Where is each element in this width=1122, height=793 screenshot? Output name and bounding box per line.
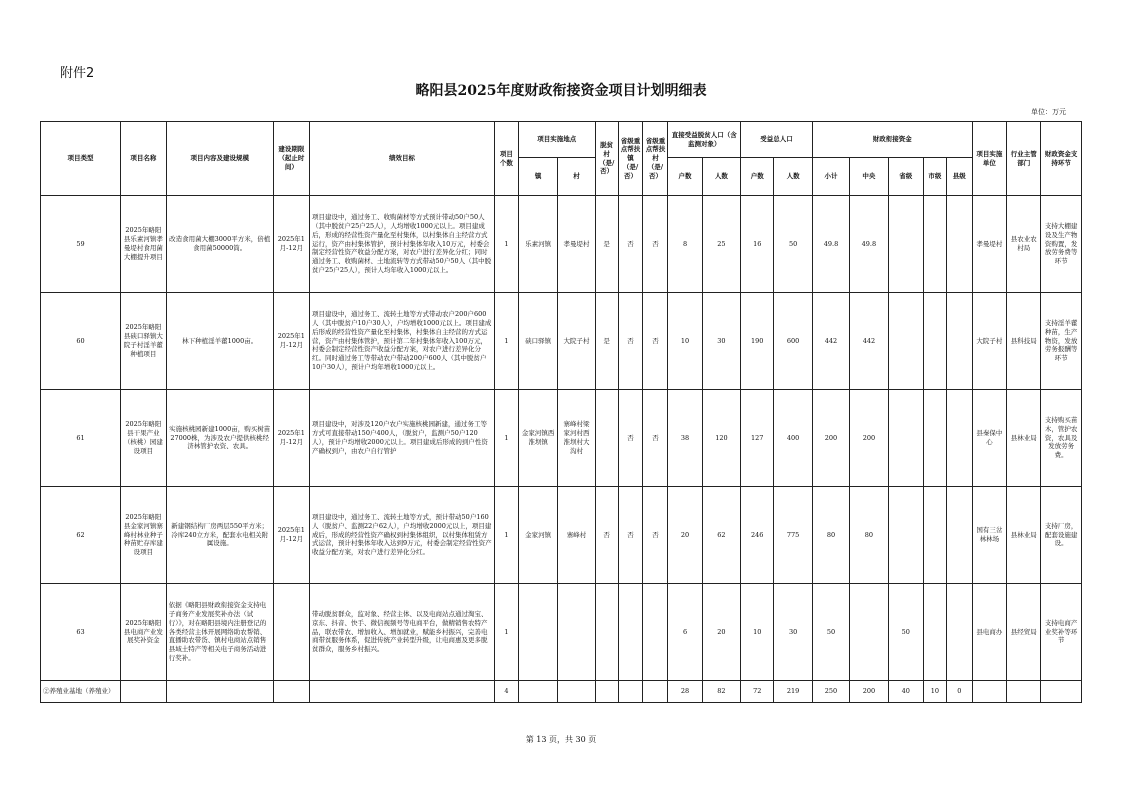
cell-central: 200 <box>850 390 888 487</box>
cell-provincial <box>888 293 923 390</box>
attachment-label: 附件2 <box>60 66 95 81</box>
cell-central: 442 <box>850 293 888 390</box>
col-town: 镇 <box>518 158 557 196</box>
cell-provincial <box>888 390 923 487</box>
cell-key-town: 否 <box>618 196 643 293</box>
col-project-name: 项目名称 <box>120 122 166 196</box>
cell-content: 林下种植淫羊藿1000亩。 <box>166 293 273 390</box>
cell-key-village: 否 <box>643 487 668 584</box>
cell-poor <box>595 390 618 487</box>
cell-town: 硖口驿镇 <box>518 293 557 390</box>
cell-direct-households: 6 <box>668 584 702 681</box>
cell-count: 1 <box>494 196 518 293</box>
cell-direct-households: 10 <box>668 293 702 390</box>
cell-total-persons: 400 <box>774 390 812 487</box>
cell-impl: 孝曼堤村 <box>972 196 1006 293</box>
project-table <box>40 121 1082 703</box>
cell-no: 63 <box>41 584 121 681</box>
cell-village: 大院子村 <box>558 293 595 390</box>
summary-row <box>41 681 1082 703</box>
cell-direct-households: 8 <box>668 196 702 293</box>
cell-impl: 大院子村 <box>972 293 1006 390</box>
cell-poor: 是 <box>595 293 618 390</box>
summary-total-persons: 219 <box>774 681 812 703</box>
cell-support: 支持购买苗木，管护农资，农具及发放劳务费。 <box>1041 390 1082 487</box>
cell-key-town: 否 <box>618 390 643 487</box>
col-support: 财政资金支持环节 <box>1041 122 1082 196</box>
col-direct-persons: 人数 <box>702 158 740 196</box>
cell-support: 支持大棚建设及生产物资购置，发放劳务费等环节 <box>1041 196 1082 293</box>
cell-direct-persons: 120 <box>702 390 740 487</box>
cell-provincial: 50 <box>888 584 923 681</box>
cell-subtotal: 200 <box>812 390 849 487</box>
cell-city <box>923 584 946 681</box>
cell-no: 59 <box>41 196 121 293</box>
cell-key-village: 否 <box>643 390 668 487</box>
col-provincial: 省级 <box>888 158 923 196</box>
cell-period <box>273 584 309 681</box>
cell-count: 1 <box>494 293 518 390</box>
cell-content: 实施核桃园新建1000亩，购买树苗27000株，为涉及农户提供核桃经济林管护农资、农具。 <box>166 390 273 487</box>
cell-content: 依据《略阳县财政衔接资金支持电子商务产业发展奖补办法（试行）》，对在略阳县境内注册登记的各类经营主体开展网络助农帮销、直播助农带货、镇村电商站点销售县域土特产等相关电子商务活动进行奖补。 <box>166 584 273 681</box>
table-row <box>41 293 1082 390</box>
col-count: 项目个数 <box>494 122 518 196</box>
cell-village: 寨峰村梁家河村西淮坝村大沟村 <box>558 390 595 487</box>
summary-label: ②养殖业基地（养殖业） <box>41 681 121 703</box>
cell-direct-persons: 25 <box>702 196 740 293</box>
cell-dept: 县农业农村局 <box>1007 196 1041 293</box>
cell-total-persons: 30 <box>774 584 812 681</box>
cell-period: 2025年1月-12月 <box>273 196 309 293</box>
summary-county: 0 <box>946 681 972 703</box>
cell-central: 80 <box>850 487 888 584</box>
col-benefit-total: 受益总人口 <box>741 122 813 158</box>
cell-key-town <box>618 584 643 681</box>
summary-central: 200 <box>850 681 888 703</box>
cell-total-households: 190 <box>741 293 774 390</box>
cell-total-persons: 775 <box>774 487 812 584</box>
cell-dept: 县林业局 <box>1007 390 1041 487</box>
cell-total-households: 246 <box>741 487 774 584</box>
unit-label: 单位：万元 <box>1031 108 1066 116</box>
col-central: 中央 <box>850 158 888 196</box>
cell-name: 2025年略阳县硖口驿镇大院子村淫羊藿种植项目 <box>120 293 166 390</box>
cell-subtotal: 442 <box>812 293 849 390</box>
col-project-type: 项目类型 <box>41 122 121 196</box>
col-direct-households: 户数 <box>668 158 702 196</box>
cell-city <box>923 293 946 390</box>
col-dept: 行业主管部门 <box>1007 122 1041 196</box>
cell-village <box>558 584 595 681</box>
cell-count: 1 <box>494 487 518 584</box>
cell-total-households: 127 <box>741 390 774 487</box>
cell-key-village <box>643 584 668 681</box>
cell-village: 孝曼堤村 <box>558 196 595 293</box>
cell-content: 改造食用菌大棚3000平方米，倍植食用菌50000筒。 <box>166 196 273 293</box>
cell-total-persons: 600 <box>774 293 812 390</box>
cell-key-village: 否 <box>643 293 668 390</box>
summary-direct-households: 28 <box>668 681 702 703</box>
col-prov-key-village: 省级重点帮扶村（是/否） <box>643 122 668 196</box>
cell-town: 金家河镇西淮坝镇 <box>518 390 557 487</box>
cell-subtotal: 50 <box>812 584 849 681</box>
cell-city <box>923 390 946 487</box>
col-city: 市级 <box>923 158 946 196</box>
cell-total-persons: 50 <box>774 196 812 293</box>
cell-impl: 县电商办 <box>972 584 1006 681</box>
cell-direct-persons: 20 <box>702 584 740 681</box>
cell-direct-households: 20 <box>668 487 702 584</box>
summary-provincial: 40 <box>888 681 923 703</box>
col-poor-village: 脱贫村（是/否） <box>595 122 618 196</box>
summary-direct-persons: 82 <box>702 681 740 703</box>
col-target: 绩效目标 <box>310 122 495 196</box>
cell-name: 2025年略阳县金家河镇寨峰村林业种子种苗贮存库建设项目 <box>120 487 166 584</box>
table-row <box>41 487 1082 584</box>
cell-name: 2025年略阳县干果产业（核桃）园建设项目 <box>120 390 166 487</box>
table-row <box>41 390 1082 487</box>
cell-provincial <box>888 196 923 293</box>
cell-impl: 国有三岔林林场 <box>972 487 1006 584</box>
cell-support: 支持电商产业奖补等环节 <box>1041 584 1082 681</box>
summary-total-households: 72 <box>741 681 774 703</box>
cell-support: 支持厂房，配套设施建设。 <box>1041 487 1082 584</box>
cell-target: 带动脱贫群众，监对象、经营主体、以及电商站点通过淘宝、京东、抖音、快手、微信视频号等电商平台，做精销售农特产品，联农带农、增加收入、增加就业，赋能乡村振兴，完善电商带贫服务体系，促进传统产业转型升级，让电商惠及更多脱贫群众，服务乡村振兴。 <box>310 584 495 681</box>
cell-dept: 县林业局 <box>1007 487 1041 584</box>
cell-central: 49.8 <box>850 196 888 293</box>
cell-town <box>518 584 557 681</box>
cell-no: 61 <box>41 390 121 487</box>
cell-content: 新建钢结构厂房两层550平方米；冷库240立方米，配套水电相关附属设施。 <box>166 487 273 584</box>
cell-target: 项目建设中，对涉及120户农户实施核桃园新建，通过务工等方式可直接带动150户400人，（脱贫户，监测户50户120人），预计户均增收2000元以上。项目建成后形成的到户性资产确权到户，由农户自行管护 <box>310 390 495 487</box>
page-title: 略阳县2025年度财政衔接资金项目计划明细表 <box>415 83 707 99</box>
cell-direct-households: 38 <box>668 390 702 487</box>
cell-town: 金家河镇 <box>518 487 557 584</box>
cell-poor: 否 <box>595 487 618 584</box>
cell-city <box>923 196 946 293</box>
cell-central <box>850 584 888 681</box>
cell-provincial <box>888 487 923 584</box>
cell-county <box>946 293 972 390</box>
cell-village: 寨峰村 <box>558 487 595 584</box>
cell-subtotal: 80 <box>812 487 849 584</box>
cell-no: 60 <box>41 293 121 390</box>
cell-no: 62 <box>41 487 121 584</box>
cell-name: 2025年略阳县电商产业发展奖补资金 <box>120 584 166 681</box>
col-impl-unit: 项目实施单位 <box>972 122 1006 196</box>
header-row-1 <box>41 122 1082 158</box>
table-row <box>41 584 1082 681</box>
cell-total-households: 10 <box>741 584 774 681</box>
col-total-persons: 人数 <box>774 158 812 196</box>
cell-support: 支持淫羊藿种苗，生产物资，发放劳务报酬等环节 <box>1041 293 1082 390</box>
summary-count: 4 <box>494 681 518 703</box>
cell-poor <box>595 584 618 681</box>
col-direct-benefit: 直接受益脱贫人口（含监测对象） <box>668 122 741 158</box>
cell-town: 乐素河镇 <box>518 196 557 293</box>
col-funds: 财政衔接资金 <box>812 122 972 158</box>
cell-county <box>946 390 972 487</box>
cell-target: 项目建设中，通过务工、流转土地等方式，预计带动50户160人（脱贫户、监测22户62人），户均增收2000元以上，项目建成后，形成的经营性资产确权到村集体组织，以村集体租赁方式运营，预计村集体年收入达到9万元，村委会制定经营性资产收益分配方案，对农户进行差异化分红。 <box>310 487 495 584</box>
col-total-households: 户数 <box>741 158 774 196</box>
cell-city <box>923 487 946 584</box>
cell-poor: 是 <box>595 196 618 293</box>
col-county: 县级 <box>946 158 972 196</box>
cell-dept: 县科技局 <box>1007 293 1041 390</box>
cell-target: 项目建设中，通过务工、流转土地等方式带动农户200户600人（其中脱贫户10户30人），户均增收1000元以上。项目建成后形成的经营性资产量化至村集体，村集体自主经营的方式运营，资产由村集体管护，预计第二年村集体年收入100万元，村委会制定经营性资产收益分配方案，对农户进行差异化分红。同时通过务工等带动农户带动200户600人（其中脱贫户10户30人），预计户均年增收1000元以上。 <box>310 293 495 390</box>
cell-name: 2025年略阳县乐素河镇孝曼堤村食用菌大棚提升项目 <box>120 196 166 293</box>
cell-direct-persons: 62 <box>702 487 740 584</box>
page-footer: 第 13 页，共 30 页 <box>525 735 597 744</box>
cell-total-households: 16 <box>741 196 774 293</box>
summary-subtotal: 250 <box>812 681 849 703</box>
cell-county <box>946 584 972 681</box>
col-prov-key-town: 省级重点帮扶镇（是/否） <box>618 122 643 196</box>
col-village: 村 <box>558 158 595 196</box>
cell-key-town: 否 <box>618 293 643 390</box>
cell-key-village: 否 <box>643 196 668 293</box>
table-row <box>41 196 1082 293</box>
cell-target: 项目建设中，通过务工、收购菌材等方式预计带动50户50人（其中脱贫户25户25人），人均增收1000元以上。项目建成后，形成的经营性资产量化至村集体，以村集体自主经营方式运行，资产由村集体管护，预计村集体年收入10万元，村委会制定经营性资产收益分配方案，对农户进行差异化分红；同时通过务工、收购菌材、土地流转等方式带动50户50人（其中脱贫户25户25人），预计人均年收入1000元以上。 <box>310 196 495 293</box>
cell-county <box>946 487 972 584</box>
summary-city: 10 <box>923 681 946 703</box>
col-content: 项目内容及建设规模 <box>166 122 273 196</box>
col-period: 建设期限（起止时间） <box>273 122 309 196</box>
cell-period: 2025年1月-12月 <box>273 390 309 487</box>
cell-count: 1 <box>494 390 518 487</box>
cell-period: 2025年1月-12月 <box>273 293 309 390</box>
cell-subtotal: 49.8 <box>812 196 849 293</box>
cell-count: 1 <box>494 584 518 681</box>
cell-impl: 县秦保中心 <box>972 390 1006 487</box>
cell-period: 2025年1月-12月 <box>273 487 309 584</box>
col-location: 项目实施地点 <box>518 122 595 158</box>
cell-direct-persons: 30 <box>702 293 740 390</box>
cell-dept: 县经贸局 <box>1007 584 1041 681</box>
cell-key-town: 否 <box>618 487 643 584</box>
col-subtotal: 小计 <box>812 158 849 196</box>
cell-county <box>946 196 972 293</box>
